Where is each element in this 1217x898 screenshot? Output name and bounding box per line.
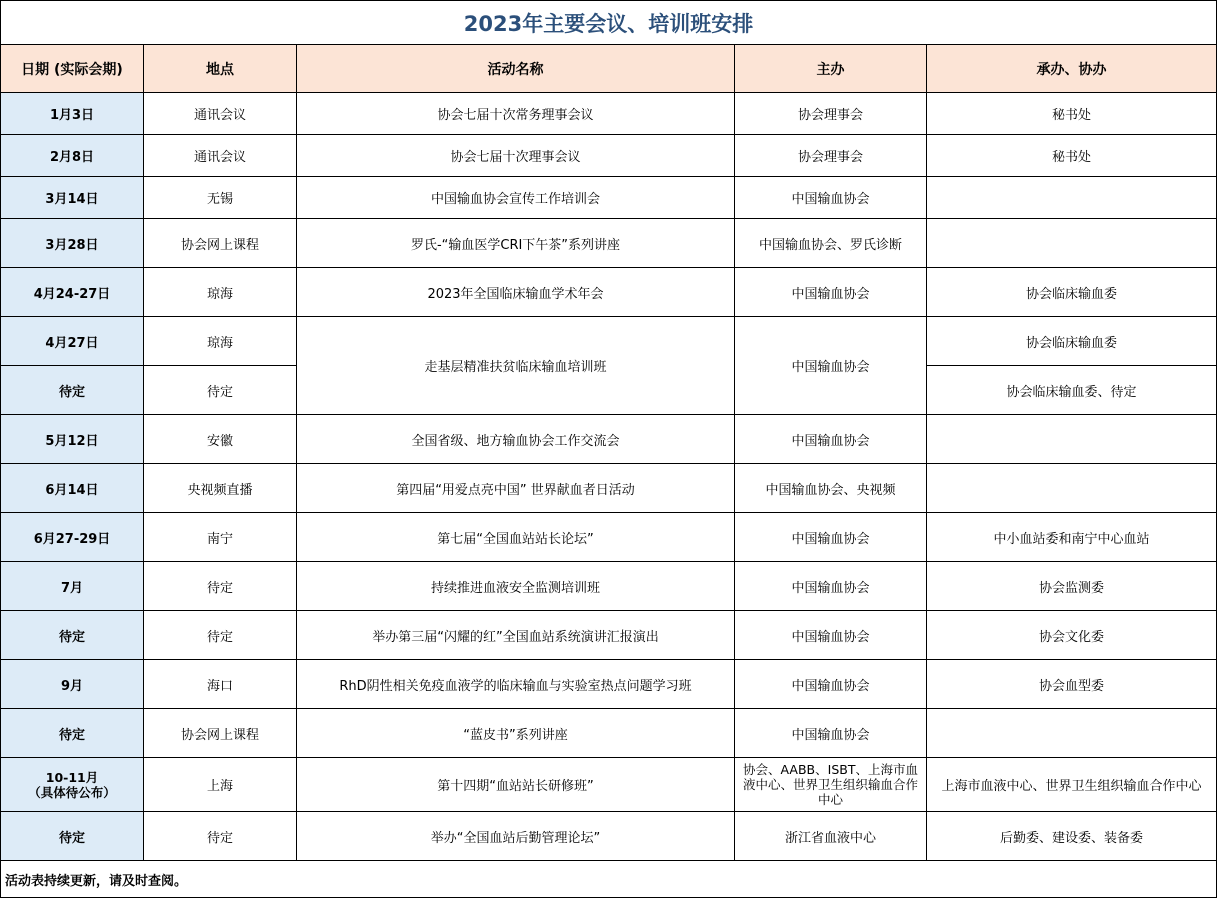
host-cell: 中国输血协会、罗氏诊断 <box>735 219 927 268</box>
place-cell: 通讯会议 <box>144 93 297 135</box>
activity-cell: 全国省级、地方输血协会工作交流会 <box>297 415 735 464</box>
place-cell: 央视频直播 <box>144 464 297 513</box>
place-cell: 待定 <box>144 812 297 861</box>
activity-cell: 第七届“全国血站站长论坛” <box>297 513 735 562</box>
co-cell: 协会临床输血委 <box>927 317 1217 366</box>
date-note: （具体待公布） <box>28 784 116 800</box>
place-cell: 待定 <box>144 366 297 415</box>
date-cell: 待定 <box>1 709 144 758</box>
place-cell: 海口 <box>144 660 297 709</box>
table-row <box>1 177 1217 219</box>
activity-cell: 持续推进血液安全监测培训班 <box>297 562 735 611</box>
co-cell: 协会血型委 <box>927 660 1217 709</box>
activity-cell: 罗氏-“输血医学CRI下午茶”系列讲座 <box>297 219 735 268</box>
table-row <box>1 317 1217 366</box>
place-cell: 安徽 <box>144 415 297 464</box>
header-host: 主办 <box>735 45 927 93</box>
co-cell: 协会临床输血委 <box>927 268 1217 317</box>
date-cell: 待定 <box>1 812 144 861</box>
co-cell: 协会临床输血委、待定 <box>927 366 1217 415</box>
host-cell: 协会、AABB、ISBT、上海市血液中心、世界卫生组织输血合作中心 <box>735 758 927 812</box>
host-cell: 中国输血协会 <box>735 709 927 758</box>
activity-cell: 中国输血协会宣传工作培训会 <box>297 177 735 219</box>
host-cell: 中国输血协会、央视频 <box>735 464 927 513</box>
header-co: 承办、协办 <box>927 45 1217 93</box>
table-row <box>1 611 1217 660</box>
header-place: 地点 <box>144 45 297 93</box>
table-row <box>1 219 1217 268</box>
place-cell: 琼海 <box>144 268 297 317</box>
date-cell: 4月24-27日 <box>1 268 144 317</box>
date-cell: 3月28日 <box>1 219 144 268</box>
date-cell: 1月3日 <box>1 93 144 135</box>
activity-cell: 举办第三届“闪耀的红”全国血站系统演讲汇报演出 <box>297 611 735 660</box>
host-cell: 中国输血协会 <box>735 268 927 317</box>
activity-cell: 2023年全国临床输血学术年会 <box>297 268 735 317</box>
co-cell <box>927 219 1217 268</box>
date-line: 10-11月 <box>45 769 99 785</box>
table-row <box>1 758 1217 812</box>
co-cell <box>927 464 1217 513</box>
date-cell: 9月 <box>1 660 144 709</box>
host-cell: 协会理事会 <box>735 135 927 177</box>
co-cell: 秘书处 <box>927 93 1217 135</box>
place-cell: 待定 <box>144 611 297 660</box>
place-cell: 协会网上课程 <box>144 219 297 268</box>
date-cell <box>1 758 144 812</box>
activity-cell: 协会七届十次理事会议 <box>297 135 735 177</box>
place-cell: 通讯会议 <box>144 135 297 177</box>
table-row <box>1 513 1217 562</box>
date-cell: 3月14日 <box>1 177 144 219</box>
activity-cell: 举办“全国血站后勤管理论坛” <box>297 812 735 861</box>
table-row <box>1 812 1217 861</box>
date-cell: 6月27-29日 <box>1 513 144 562</box>
date-cell: 7月 <box>1 562 144 611</box>
co-cell <box>927 415 1217 464</box>
table-row <box>1 93 1217 135</box>
place-cell: 无锡 <box>144 177 297 219</box>
host-cell: 中国输血协会 <box>735 660 927 709</box>
co-cell <box>927 709 1217 758</box>
host-cell: 中国输血协会 <box>735 317 927 415</box>
place-cell: 协会网上课程 <box>144 709 297 758</box>
table-row <box>1 562 1217 611</box>
host-cell: 中国输血协会 <box>735 177 927 219</box>
table-row <box>1 660 1217 709</box>
host-cell: 中国输血协会 <box>735 513 927 562</box>
activity-cell: 第四届“用爱点亮中国” 世界献血者日活动 <box>297 464 735 513</box>
date-cell: 待定 <box>1 611 144 660</box>
date-cell: 5月12日 <box>1 415 144 464</box>
activity-cell: 第十四期“血站站长研修班” <box>297 758 735 812</box>
host-cell: 协会理事会 <box>735 93 927 135</box>
activity-cell: 协会七届十次常务理事会议 <box>297 93 735 135</box>
co-cell <box>927 177 1217 219</box>
header-row <box>1 45 1217 93</box>
co-cell: 后勤委、建设委、装备委 <box>927 812 1217 861</box>
date-cell: 4月27日 <box>1 317 144 366</box>
table-row <box>1 268 1217 317</box>
activity-cell: RhD阴性相关免疫血液学的临床输血与实验室热点问题学习班 <box>297 660 735 709</box>
place-cell: 琼海 <box>144 317 297 366</box>
place-cell: 待定 <box>144 562 297 611</box>
page-title: 2023年主要会议、培训班安排 <box>1 1 1217 45</box>
co-cell: 上海市血液中心、世界卫生组织输血合作中心 <box>927 758 1217 812</box>
co-cell: 秘书处 <box>927 135 1217 177</box>
table-row <box>1 415 1217 464</box>
co-cell: 协会文化委 <box>927 611 1217 660</box>
host-cell: 中国输血协会 <box>735 562 927 611</box>
date-cell: 待定 <box>1 366 144 415</box>
header-date: 日期 (实际会期) <box>1 45 144 93</box>
date-cell: 2月8日 <box>1 135 144 177</box>
activity-cell: 走基层精准扶贫临床输血培训班 <box>297 317 735 415</box>
host-cell: 中国输血协会 <box>735 611 927 660</box>
place-cell: 上海 <box>144 758 297 812</box>
co-cell: 中小血站委和南宁中心血站 <box>927 513 1217 562</box>
table-row <box>1 709 1217 758</box>
footer-note: 活动表持续更新，请及时查阅。 <box>1 861 1217 898</box>
table-row <box>1 135 1217 177</box>
place-cell: 南宁 <box>144 513 297 562</box>
date-cell: 6月14日 <box>1 464 144 513</box>
table-row <box>1 464 1217 513</box>
co-cell: 协会监测委 <box>927 562 1217 611</box>
host-cell: 中国输血协会 <box>735 415 927 464</box>
host-cell: 浙江省血液中心 <box>735 812 927 861</box>
header-activity: 活动名称 <box>297 45 735 93</box>
activity-cell: “蓝皮书”系列讲座 <box>297 709 735 758</box>
